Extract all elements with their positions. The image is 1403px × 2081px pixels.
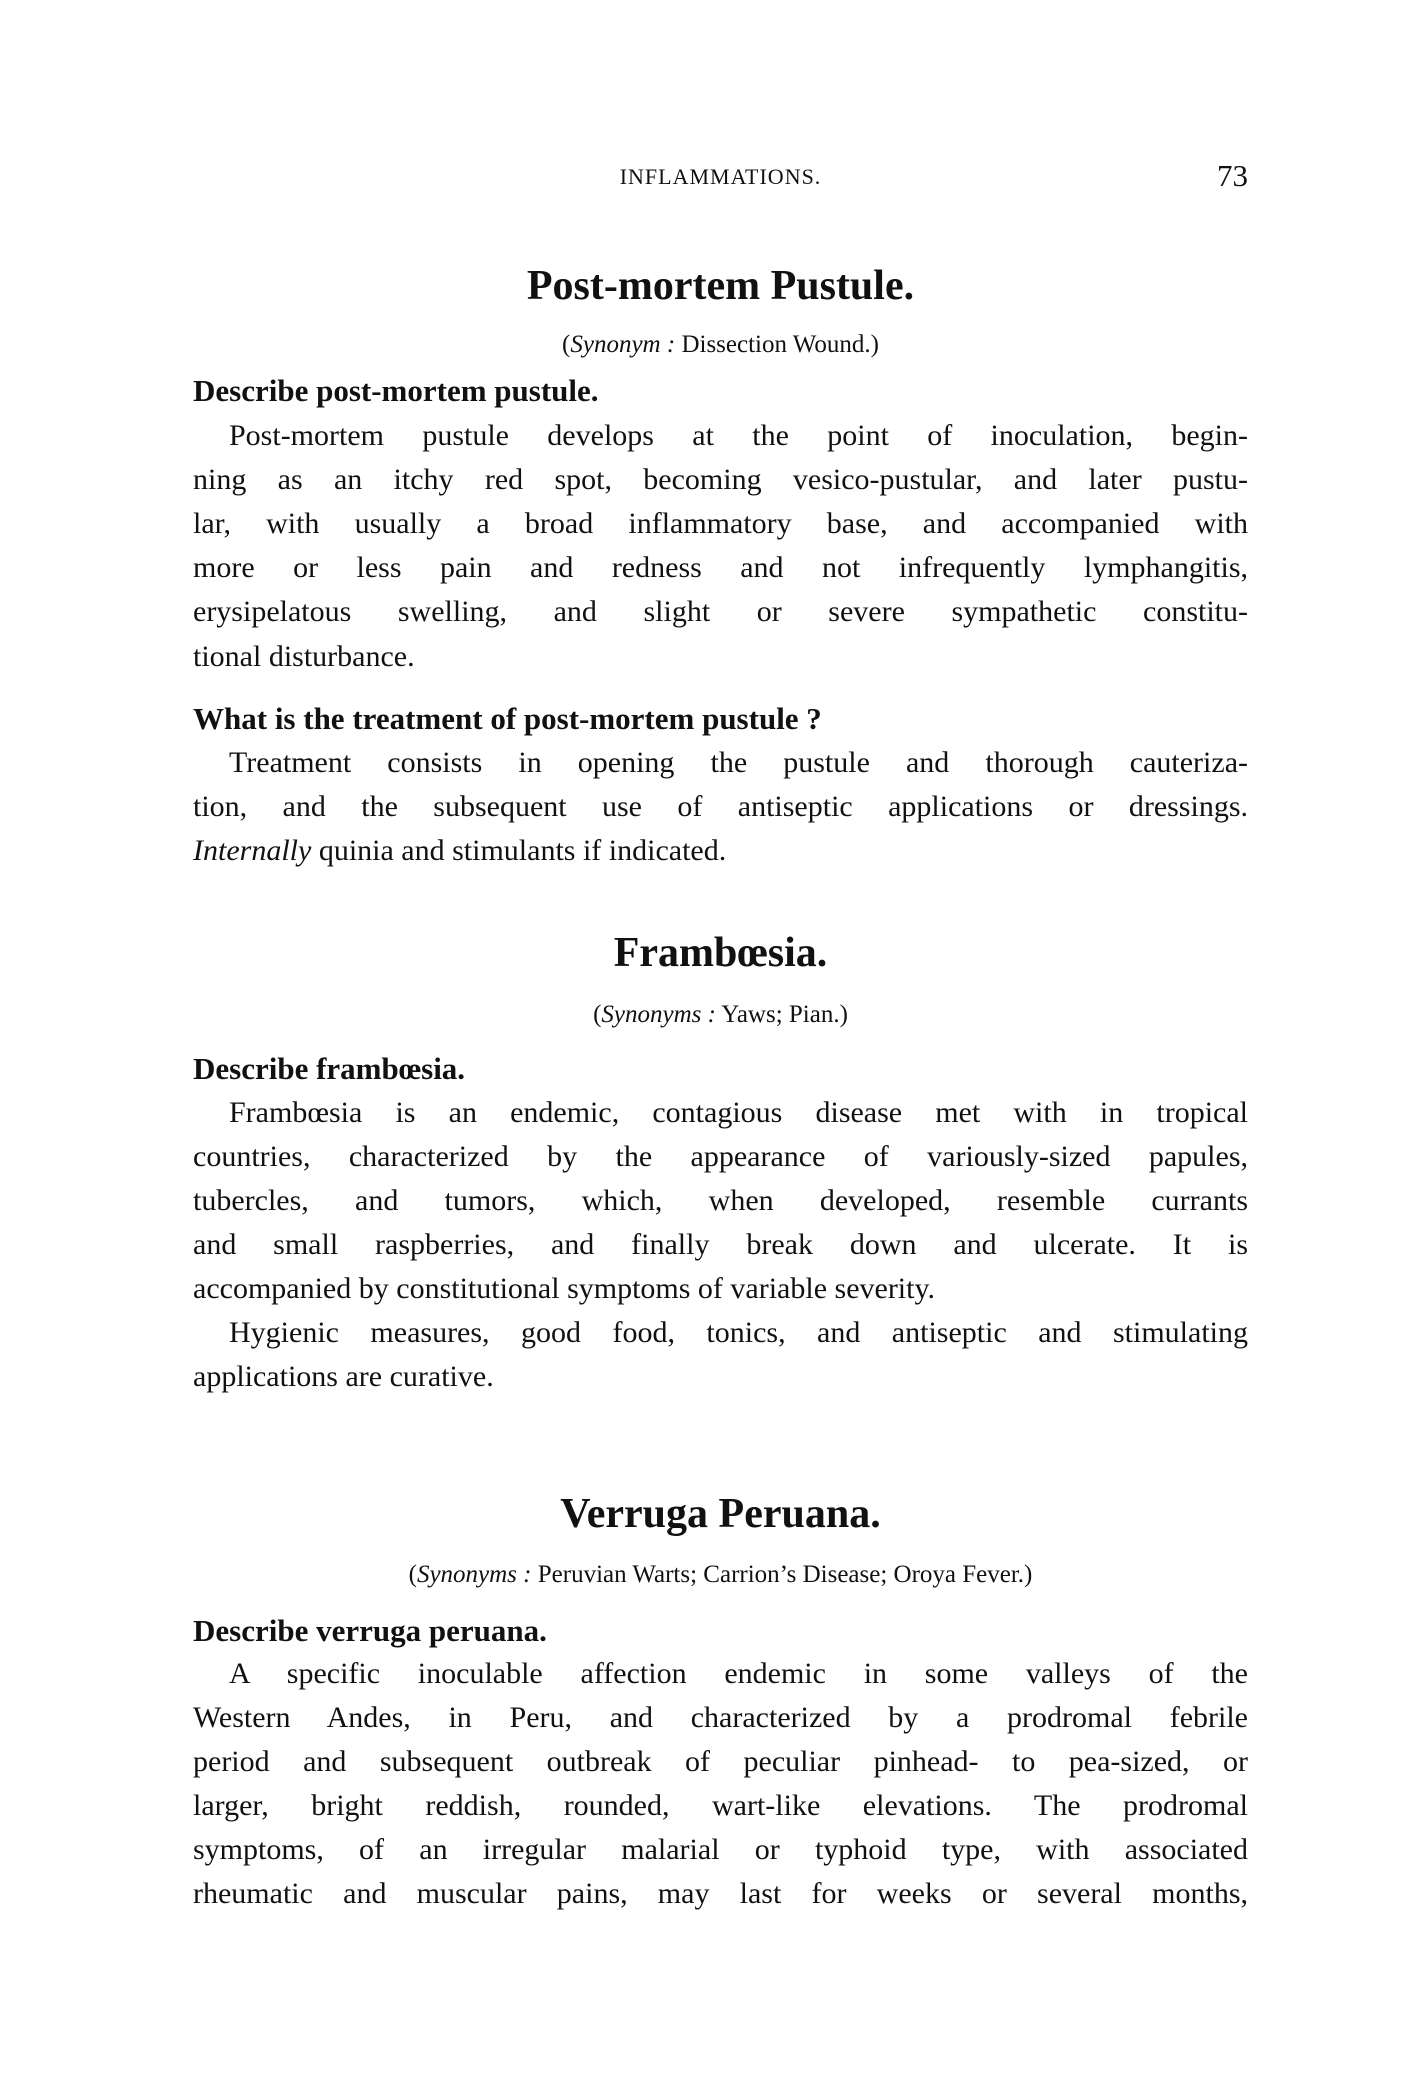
text-span: quinia and stimulants if indicated. — [311, 834, 727, 867]
italic-word: Internally — [193, 834, 312, 867]
text-line — [193, 829, 1248, 873]
text-line: and small raspberries, and finally break down and ulcerate. It is — [193, 1228, 1248, 1261]
text-line: tubercles, and tumors, which, when developed, resemble currants — [193, 1184, 1248, 1217]
synonym-text: Dissection Wound.) — [681, 331, 879, 358]
synonym-label: Synonym : — [570, 331, 676, 358]
section-title: Verruga Peruana. — [560, 1491, 881, 1537]
synonym-label: Synonyms : — [416, 1561, 532, 1588]
synonyms: (Synonyms : Yaws; Pian.) — [593, 1001, 848, 1028]
text-line: larger, bright reddish, rounded, wart-like elevations. The prodromal — [193, 1789, 1248, 1822]
section-title: Post-mortem Pustule. — [526, 263, 915, 309]
synonym-text: Yaws; Pian.) — [721, 1001, 848, 1028]
text-line: rheumatic and muscular pains, may last for weeks or several months, — [193, 1877, 1248, 1910]
synonym-text: Peruvian Warts; Carrion’s Disease; Oroya Fever.) — [537, 1561, 1033, 1588]
text-line: period and subsequent outbreak of peculiar pinhead- to pea-sized, or — [193, 1745, 1248, 1778]
running-header: INFLAMMATIONS. — [619, 164, 822, 189]
question-heading: Describe frambœsia. — [193, 1051, 466, 1086]
text-line: Hygienic measures, good food, tonics, and antiseptic and stimulating — [229, 1316, 1248, 1349]
text-line: symptoms, of an irregular malarial or typhoid type, with associated — [193, 1833, 1248, 1866]
question-heading: Describe verruga peruana. — [193, 1613, 547, 1648]
synonyms: (Synonyms : Peruvian Warts; Carrion’s Disease; Oroya Fever.) — [408, 1561, 1033, 1588]
question-heading: Describe post-mortem pustule. — [193, 373, 599, 408]
text-line: applications are curative. — [193, 1360, 494, 1393]
text-line: ning as an itchy red spot, becoming vesico-pustular, and later pustu- — [193, 463, 1248, 496]
text-line: erysipelatous swelling, and slight or severe sympathetic constitu- — [193, 595, 1248, 628]
text-line: Post-mortem pustule develops at the point of inoculation, begin- — [229, 419, 1248, 452]
text-line: accompanied by constitutional symptoms of variable severity. — [193, 1272, 936, 1305]
text-line: A specific inoculable affection endemic in some valleys of the — [229, 1657, 1248, 1690]
page-number: 73 — [1217, 158, 1248, 193]
synonyms: (Synonym : Dissection Wound.) — [562, 331, 879, 358]
text-line: Treatment consists in opening the pustule and thorough cauteriza- — [229, 746, 1248, 779]
text-line: tion, and the subsequent use of antiseptic applications or dressings. — [193, 790, 1248, 823]
text-line: lar, with usually a broad inflammatory base, and accompanied with — [193, 507, 1248, 540]
section-title: Frambœsia. — [613, 930, 828, 976]
text-line: more or less pain and redness and not infrequently lymphangitis, — [193, 551, 1248, 584]
text-line: Western Andes, in Peru, and characterized by a prodromal febrile — [193, 1701, 1248, 1734]
text-line: Frambœsia is an endemic, contagious disease met with in tropical — [229, 1096, 1248, 1129]
synonym-label: Synonyms : — [601, 1001, 716, 1028]
question-heading: What is the treatment of post-mortem pustule ? — [193, 701, 822, 736]
text-line: countries, characterized by the appearance of variously-sized papules, — [193, 1140, 1248, 1173]
text-line: tional disturbance. — [193, 640, 415, 673]
